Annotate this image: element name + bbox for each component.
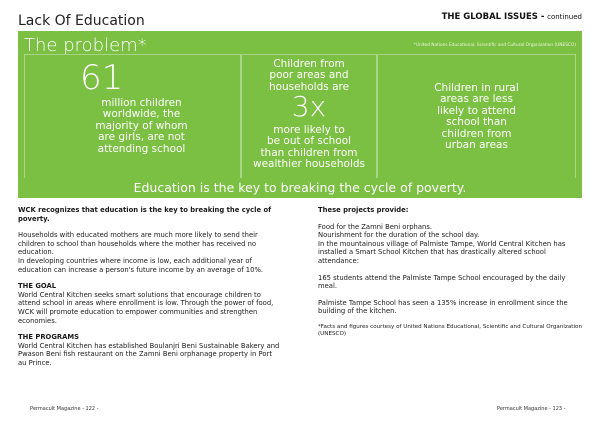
source-note: *United Nations Educational, Scientific and Cultural Organization (UNESCO) bbox=[413, 43, 576, 48]
stat3-description bbox=[378, 83, 575, 151]
stat2-pre-line: Children from bbox=[273, 58, 345, 70]
footnote: *Facts and figures courtesy of United Nations Educational, Scientific and Cultural Organization (UNESCO) bbox=[318, 323, 582, 338]
page-folio-right: Permacult Magazine - 123 - bbox=[497, 406, 566, 412]
stat1-line: million children bbox=[101, 97, 182, 109]
stat2-pre-line: poor areas and bbox=[269, 69, 349, 82]
stat-box-rural bbox=[377, 54, 576, 190]
stat2-post-line: more likely to bbox=[273, 124, 345, 136]
stat2-description bbox=[242, 125, 376, 171]
stat1-line: worldwide, the bbox=[102, 108, 181, 121]
stat-number-3x: 3x bbox=[291, 90, 327, 123]
stat2-intro bbox=[242, 59, 376, 93]
stat-box-poor-areas bbox=[241, 54, 377, 190]
project-line: In the mountainous village of Palmiste Tampe, World Central Kitchen has installed a Smart School Kitchen that has drastically altered school attendance: bbox=[318, 239, 566, 265]
fact-enrollment: Palmiste Tampe School has seen a 135% increase in enrollment since the building of the kitchen. bbox=[318, 298, 568, 316]
stat1-line: majority of whom bbox=[95, 119, 188, 132]
programs-heading: THE PROGRAMS bbox=[18, 333, 80, 342]
stat2-post-line: be out of school bbox=[266, 135, 352, 148]
stat3-line: school than bbox=[446, 116, 507, 129]
section-continued: continued bbox=[547, 13, 582, 21]
left-column bbox=[18, 206, 280, 368]
education-banner: Education is the key to breaking the cycle of poverty. bbox=[18, 178, 582, 198]
stat3-line: Children in rural bbox=[434, 82, 519, 94]
page-title: Lack Of Education bbox=[18, 13, 145, 29]
stat2-post-line: wealthier households bbox=[253, 158, 365, 171]
stat-box-children bbox=[24, 54, 241, 190]
intro-text: WCK recognizes that education is the key to breaking the cycle of poverty. bbox=[18, 206, 272, 223]
goal-heading: THE GOAL bbox=[18, 282, 57, 291]
stat-number-61: 61 bbox=[80, 58, 124, 98]
stat1-line: attending school bbox=[97, 142, 186, 155]
stat3-line: areas are less bbox=[440, 93, 513, 106]
body-paragraph: Households with educated mothers are much more likely to send their children to school than households where the mother has received no education. bbox=[18, 231, 258, 257]
section-label: THE GLOBAL ISSUES - bbox=[441, 12, 545, 22]
stat3-line: likely to attend bbox=[437, 104, 516, 117]
body-paragraph: In developing countries where income is low, each additional year of education can increase a person's future income by an average of 10%. bbox=[18, 256, 264, 274]
projects-heading: These projects provide: bbox=[318, 206, 409, 214]
stat2-post-line: than children from bbox=[260, 146, 358, 159]
stat2-pre-line: households are bbox=[268, 80, 350, 93]
stat3-line: children from bbox=[441, 127, 512, 140]
section-header bbox=[442, 12, 582, 22]
stat3-line: urban areas bbox=[445, 139, 508, 152]
problem-panel bbox=[18, 31, 582, 198]
page-folio-left: Permacult Magazine - 122 - bbox=[30, 406, 99, 412]
fact-students: 165 students attend the Palmiste Tampe School encouraged by the daily meal. bbox=[318, 273, 566, 291]
problem-heading: The problem* bbox=[24, 35, 147, 56]
programs-text: World Central Kitchen has established Boulanjri Beni Sustainable Bakery and Pwason Beni fish restaurant on the Zamni Beni orphanage property in Port au Prince. bbox=[18, 341, 280, 367]
project-line: Food for the Zamni Beni orphans. bbox=[318, 222, 433, 231]
right-column bbox=[318, 206, 582, 339]
project-line: Nourishment for the duration of the school day. bbox=[318, 231, 480, 240]
goal-text: World Central Kitchen seeks smart solutions that encourage children to attend school in areas where enrollment is low. Through the power of food, WCK will promote education to empower communities and strengthen economies. bbox=[18, 290, 274, 325]
stat1-line: are girls, are not bbox=[98, 131, 185, 144]
stat-description-61 bbox=[25, 98, 240, 155]
